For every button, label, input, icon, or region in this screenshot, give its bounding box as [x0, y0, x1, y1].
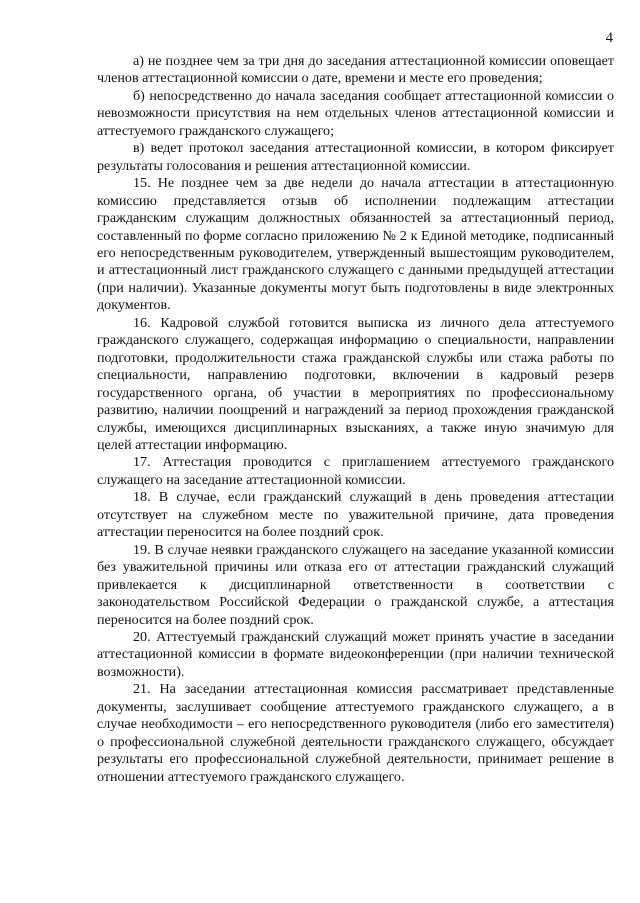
paragraph-subitem-a: а) не позднее чем за три дня до заседания аттестационной комиссии оповещает членов аттестационной комиссии о дате, времени и месте его проведения; — [97, 53, 614, 87]
document-body — [97, 53, 614, 786]
paragraph-21: 21. На заседании аттестационная комиссия рассматривает представленные документы, заслушивает сообщение аттестуемого гражданского служащего, а в случае необходимости – его непосредственного руководителя (либо его заместителя) о профессиональной служебной деятельности гражданского служащего, обсуждает результаты его профессиональной служебной деятельности, принимает решение в отношении аттестуемого гражданского служащего. — [97, 681, 614, 785]
paragraph-16: 16. Кадровой службой готовится выписка из личного дела аттестуемого гражданского служащего, содержащая информацию о специальности, направлении подготовки, продолжительности стажа гражданской службы или стажа работы по специальности, направлению подготовки, включении в кадровый резерв государственного органа, об участии в мероприятиях по профессиональному развитию, наличии поощрений и награждений за период прохождения гражданской службы, имеющихся дисциплинарных взысканиях, а также иную значимую для целей аттестации информацию. — [97, 314, 614, 453]
paragraph-19: 19. В случае неявки гражданского служащего на заседание указанной комиссии без уважительной причины или отказа его от аттестации гражданский служащий привлекается к дисциплинарной ответственности в соответствии с законодательством Российской Федерации о гражданской службе, а аттестация переносится на более поздний срок. — [97, 541, 614, 628]
page-number: 4 — [605, 30, 613, 46]
paragraph-15: 15. Не позднее чем за две недели до начала аттестации в аттестационную комиссию представляется отзыв об исполнении подлежащим аттестации гражданским служащим должностных обязанностей за аттестационный период, составленный по форме согласно приложению № 2 к Единой методике, подписанный его непосредственным руководителем, утвержденный вышестоящим руководителем, и аттестационный лист гражданского служащего с данными предыдущей аттестации (при наличии). Указанные документы могут быть подготовлены в виде электронных документов. — [97, 175, 614, 314]
paragraph-subitem-v: в) ведет протокол заседания аттестационной комиссии, в котором фиксирует результаты голосования и решения аттестационной комиссии. — [97, 140, 614, 174]
paragraph-subitem-b: б) непосредственно до начала заседания сообщает аттестационной комиссии о невозможности присутствия на нем отдельных членов аттестационной комиссии и аттестуемого гражданского служащего; — [97, 87, 614, 139]
paragraph-17: 17. Аттестация проводится с приглашением аттестуемого гражданского служащего на заседание аттестационной комиссии. — [97, 454, 614, 488]
paragraph-18: 18. В случае, если гражданский служащий в день проведения аттестации отсутствует на служебном месте по уважительной причине, дата проведения аттестации переносится на более поздний срок. — [97, 489, 614, 541]
paragraph-20: 20. Аттестуемый гражданский служащий может принять участие в заседании аттестационной комиссии в формате видеоконференции (при наличии технической возможности). — [97, 628, 614, 680]
